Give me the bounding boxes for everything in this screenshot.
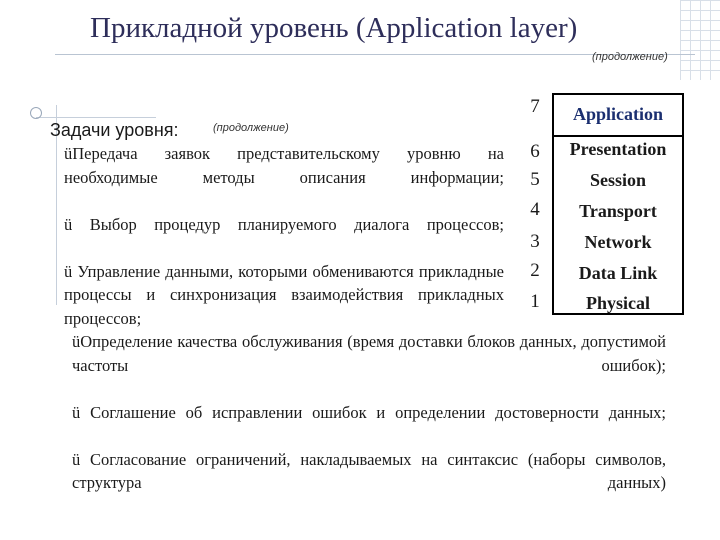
layer-presentation: Presentation — [569, 139, 667, 159]
layer-number: 7 — [530, 96, 540, 117]
decor-circle — [30, 107, 42, 119]
task-item: ü Управление данными, которыми обмениваются прикладные процессы и синхронизация взаимодействия прикладных процессов; — [64, 261, 504, 328]
layer-number: 3 — [530, 231, 540, 252]
task-item: üОпределение качества обслуживания (время доставки блоков данных, допустимой частоты ошибок); — [72, 332, 666, 375]
title-continuation-note: (продолжение) — [592, 51, 668, 63]
layer-data-link: Data Link — [578, 263, 658, 283]
layer-session: Session — [589, 170, 647, 190]
layer-number: 4 — [530, 199, 540, 220]
layer-number: 1 — [530, 291, 540, 312]
layer-number: 2 — [530, 260, 540, 281]
corner-grid-decoration — [680, 0, 720, 80]
tasks-continuation-note: (продолжение) — [213, 122, 289, 134]
layer-network: Network — [584, 232, 652, 252]
layer-physical: Physical — [585, 293, 650, 313]
left-task-list — [64, 142, 504, 354]
task-item: ü Выбор процедур планируемого диалога процессов; — [64, 214, 504, 234]
tasks-label: Задачи уровня: — [50, 120, 179, 140]
layer-transport: Transport — [579, 201, 657, 221]
task-item: ü Согласование ограничений, накладываемых на синтаксис (наборы символов, структура данных) — [72, 449, 666, 492]
osi-layer-stack — [552, 93, 684, 315]
bottom-task-list — [72, 330, 666, 518]
decor-horizontal-line — [36, 117, 156, 118]
layer-number: 6 — [530, 141, 540, 162]
task-item: üПередача заявок представительскому уровню на необходимые методы описания информации; — [64, 144, 504, 187]
slide-title: Прикладной уровень (Application layer) — [90, 12, 578, 44]
task-item: ü Соглашение об исправлении ошибок и определении достоверности данных; — [72, 402, 666, 422]
layer-number: 5 — [530, 169, 540, 190]
layer-application: Application — [554, 95, 682, 137]
